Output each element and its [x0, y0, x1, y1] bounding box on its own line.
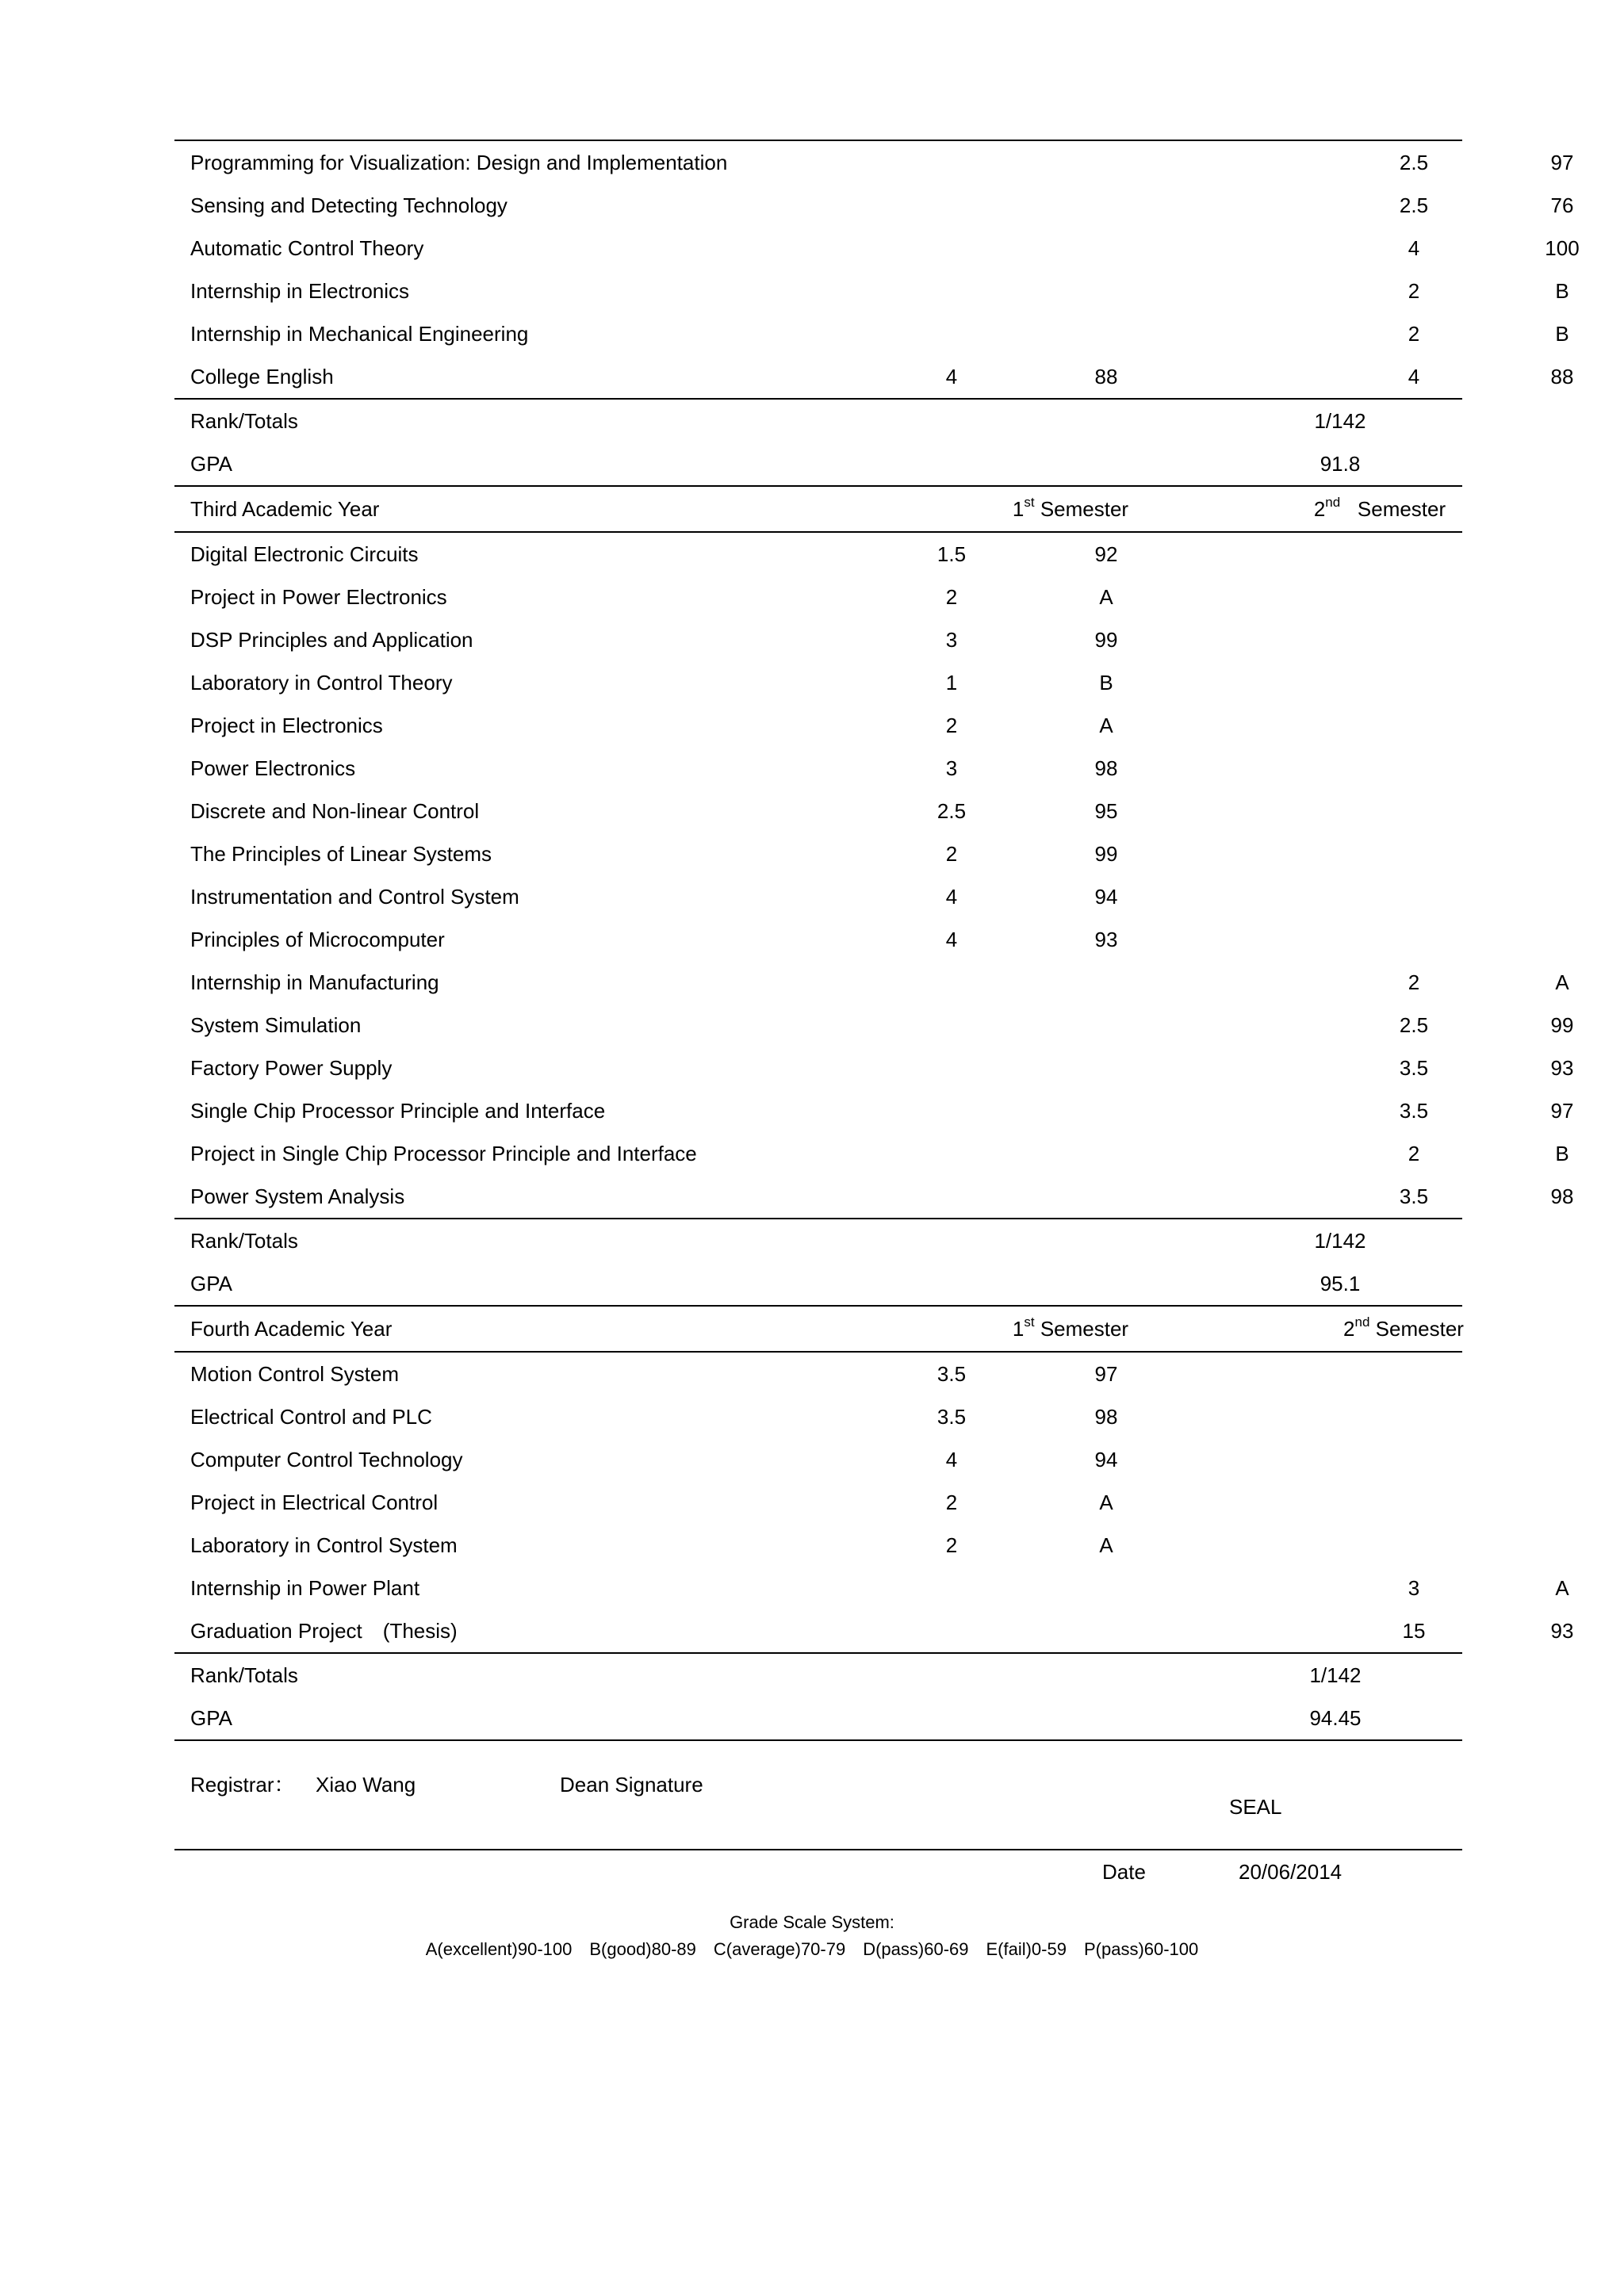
course-row	[174, 1132, 1569, 1175]
semester-1-grade: B	[1099, 671, 1113, 695]
semester-1-credit: 2	[945, 714, 958, 737]
transcript-sheet	[174, 140, 1580, 1895]
course-row	[174, 184, 1574, 227]
semester-2-credit: 2	[1408, 279, 1420, 303]
semester-1-grade: A	[1099, 714, 1113, 737]
course-name: Instrumentation and Control System	[190, 885, 519, 909]
course-name: Motion Control System	[190, 1362, 399, 1386]
semester-1-grade: 95	[1094, 799, 1118, 823]
course-name: System Simulation	[190, 1013, 362, 1037]
course-name: Power Electronics	[190, 756, 356, 780]
course-row	[174, 1609, 1574, 1652]
rank-row	[174, 398, 1462, 442]
semester-2-header	[1277, 487, 1483, 531]
course-name: Discrete and Non-linear Control	[190, 799, 480, 823]
semester-word: Semester	[1040, 497, 1129, 521]
semester-1-grade: 98	[1094, 1405, 1118, 1429]
course-name: College English	[190, 365, 334, 388]
course-name: Programming for Visualization: Design and Implementation	[190, 151, 728, 174]
semester-word: Semester	[1357, 497, 1446, 521]
signature-block	[174, 1739, 1462, 1849]
course-row	[174, 1004, 1574, 1047]
semester-1-header	[967, 487, 1174, 531]
semester-2-credit: 3	[1408, 1576, 1420, 1600]
course-name: Computer Control Technology	[190, 1448, 463, 1471]
course-name: Sensing and Detecting Technology	[190, 193, 508, 217]
semester-1-grade: A	[1099, 1490, 1113, 1514]
registrar-label: Registrar：	[190, 1773, 295, 1797]
semester-1-credit: 4	[945, 1448, 958, 1471]
year-title: Third Academic Year	[190, 497, 380, 521]
course-name: The Principles of Linear Systems	[190, 842, 492, 866]
semester-2-credit: 4	[1408, 236, 1420, 260]
semester-1-grade: 94	[1094, 885, 1118, 909]
date-value: 20/06/2014	[1239, 1860, 1342, 1884]
course-row	[174, 704, 1462, 747]
course-name: Project in Electronics	[190, 714, 383, 737]
course-name: Single Chip Processor Principle and Interface	[190, 1099, 606, 1123]
semester-1-grade: 94	[1094, 1448, 1118, 1471]
semester-2-credit: 2.5	[1399, 1013, 1429, 1037]
course-row	[174, 1438, 1462, 1481]
semester-2-credit: 2	[1408, 322, 1420, 346]
semester-2-grade: 100	[1545, 236, 1580, 260]
semester-1-credit: 3	[945, 628, 958, 652]
fourth-year-course-list	[174, 1353, 1574, 1652]
course-row	[174, 227, 1580, 270]
semester-1-credit: 2	[945, 842, 958, 866]
course-row	[174, 1524, 1462, 1567]
course-row	[174, 747, 1462, 790]
semester-1-credit: 3.5	[936, 1405, 967, 1429]
semester-1-credit: 2.5	[936, 799, 967, 823]
semester-ordinal: nd	[1325, 495, 1341, 510]
semester-2-grade: 88	[1550, 365, 1574, 388]
semester-number: 1	[1012, 497, 1025, 521]
semester-ordinal: st	[1024, 1314, 1035, 1330]
course-row	[174, 1481, 1462, 1524]
semester-1-grade: 99	[1094, 842, 1118, 866]
semester-1-credit: 4	[945, 928, 958, 951]
semester-2-credit: 2.5	[1399, 151, 1429, 174]
gpa-row	[174, 1262, 1462, 1305]
gpa-row	[174, 1697, 1462, 1739]
semester-2-grade: 97	[1550, 1099, 1574, 1123]
semester-2-credit: 3.5	[1399, 1056, 1429, 1080]
gpa-value: 95.1	[1320, 1272, 1361, 1295]
course-name: Digital Electronic Circuits	[190, 542, 419, 566]
course-row	[174, 1047, 1574, 1089]
course-name: Automatic Control Theory	[190, 236, 424, 260]
semester-2-grade: 93	[1550, 1056, 1574, 1080]
rank-row	[174, 1652, 1462, 1697]
semester-2-credit: 15	[1402, 1619, 1426, 1643]
third-year-course-list	[174, 533, 1574, 1218]
semester-1-credit: 2	[945, 1533, 958, 1557]
semester-2-credit: 2	[1408, 1142, 1420, 1165]
semester-1-credit: 1.5	[936, 542, 967, 566]
course-row	[174, 618, 1462, 661]
gpa-label: GPA	[190, 1272, 232, 1295]
course-name: Internship in Power Plant	[190, 1576, 420, 1600]
semester-2-grade: B	[1555, 279, 1569, 303]
semester-1-grade: A	[1099, 1533, 1113, 1557]
gpa-label: GPA	[190, 452, 232, 476]
semester-1-credit: 3.5	[936, 1362, 967, 1386]
semester-1-credit: 1	[945, 671, 958, 695]
course-row	[174, 1353, 1462, 1395]
rank-value: 1/142	[1314, 1229, 1366, 1253]
semester-word: Semester	[1375, 1317, 1464, 1341]
rank-label: Rank/Totals	[190, 409, 298, 433]
semester-1-grade: 92	[1094, 542, 1118, 566]
course-row	[174, 355, 1574, 398]
course-row	[174, 790, 1462, 832]
course-row	[174, 1395, 1462, 1438]
course-name: Internship in Mechanical Engineering	[190, 322, 529, 346]
course-row	[174, 312, 1569, 355]
semester-2-credit: 2.5	[1399, 193, 1429, 217]
semester-2-grade: B	[1555, 1142, 1569, 1165]
semester-number: 2	[1313, 497, 1326, 521]
course-name: Factory Power Supply	[190, 1056, 393, 1080]
course-row	[174, 961, 1569, 1004]
semester-ordinal: nd	[1354, 1314, 1370, 1330]
course-row	[174, 1567, 1569, 1609]
course-row	[174, 832, 1462, 875]
rank-label: Rank/Totals	[190, 1663, 298, 1687]
course-row	[174, 141, 1574, 184]
course-row	[174, 875, 1462, 918]
course-row	[174, 1175, 1574, 1218]
course-name: Internship in Manufacturing	[190, 970, 439, 994]
course-name: Electrical Control and PLC	[190, 1405, 432, 1429]
gpa-label: GPA	[190, 1706, 232, 1730]
year-header	[174, 485, 1462, 533]
course-row	[174, 918, 1462, 961]
semester-1-header	[967, 1307, 1174, 1351]
course-name: Principles of Microcomputer	[190, 928, 445, 951]
semester-1-grade: A	[1099, 585, 1113, 609]
rank-row	[174, 1218, 1462, 1262]
semester-2-credit: 3.5	[1399, 1099, 1429, 1123]
rank-value: 1/142	[1309, 1663, 1362, 1687]
course-name: Graduation Project (Thesis)	[190, 1619, 458, 1643]
semester-1-grade: 99	[1094, 628, 1118, 652]
semester-2-header	[1300, 1307, 1507, 1351]
semester-2-grade: B	[1555, 322, 1569, 346]
semester-1-credit: 4	[945, 365, 958, 388]
course-name: Internship in Electronics	[190, 279, 410, 303]
semester-2-grade: 76	[1550, 193, 1574, 217]
semester-number: 1	[1012, 1317, 1025, 1341]
top-course-list	[174, 141, 1580, 398]
gpa-value: 91.8	[1320, 452, 1361, 476]
semester-2-grade: 99	[1550, 1013, 1574, 1037]
semester-number: 2	[1343, 1317, 1355, 1341]
semester-2-grade: 97	[1550, 151, 1574, 174]
grade-scale-title: Grade Scale System:	[730, 1912, 894, 1932]
semester-1-credit: 2	[945, 1490, 958, 1514]
gpa-value: 94.45	[1309, 1706, 1362, 1730]
course-name: Project in Power Electronics	[190, 585, 447, 609]
course-name: Laboratory in Control Theory	[190, 671, 453, 695]
semester-1-credit: 2	[945, 585, 958, 609]
course-name: DSP Principles and Application	[190, 628, 473, 652]
semester-2-grade: A	[1555, 970, 1569, 994]
semester-2-credit: 3.5	[1399, 1184, 1429, 1208]
semester-2-credit: 2	[1408, 970, 1420, 994]
registrar-name: Xiao Wang	[316, 1773, 416, 1797]
semester-1-grade: 88	[1094, 365, 1118, 388]
semester-1-credit: 4	[945, 885, 958, 909]
course-row	[174, 533, 1462, 576]
course-row	[174, 576, 1462, 618]
course-name: Project in Single Chip Processor Principle and Interface	[190, 1142, 697, 1165]
semester-word: Semester	[1040, 1317, 1129, 1341]
grade-scale-legend: A(excellent)90-100 B(good)80-89 C(average)70-79 D(pass)60-69 E(fail)0-59 P(pass)60-100	[425, 1939, 1199, 1959]
gpa-row	[174, 442, 1462, 485]
course-name: Project in Electrical Control	[190, 1490, 439, 1514]
semester-1-grade: 93	[1094, 928, 1118, 951]
course-row	[174, 1089, 1574, 1132]
semester-2-grade: A	[1555, 1576, 1569, 1600]
semester-1-grade: 98	[1094, 756, 1118, 780]
semester-1-grade: 97	[1094, 1362, 1118, 1386]
date-row	[174, 1849, 1462, 1895]
semester-2-credit: 4	[1408, 365, 1420, 388]
semester-2-grade: 98	[1550, 1184, 1574, 1208]
year-title: Fourth Academic Year	[190, 1317, 393, 1341]
course-row	[174, 661, 1462, 704]
date-label: Date	[1102, 1860, 1146, 1884]
rank-label: Rank/Totals	[190, 1229, 298, 1253]
year-header	[174, 1305, 1462, 1353]
semester-1-credit: 3	[945, 756, 958, 780]
semester-2-grade: 93	[1550, 1619, 1574, 1643]
rank-value: 1/142	[1314, 409, 1366, 433]
semester-ordinal: st	[1024, 495, 1035, 510]
course-name: Power System Analysis	[190, 1184, 405, 1208]
dean-signature-label: Dean Signature	[560, 1773, 703, 1797]
seal-label: SEAL	[1229, 1795, 1282, 1819]
course-name: Laboratory in Control System	[190, 1533, 458, 1557]
course-row	[174, 270, 1569, 312]
